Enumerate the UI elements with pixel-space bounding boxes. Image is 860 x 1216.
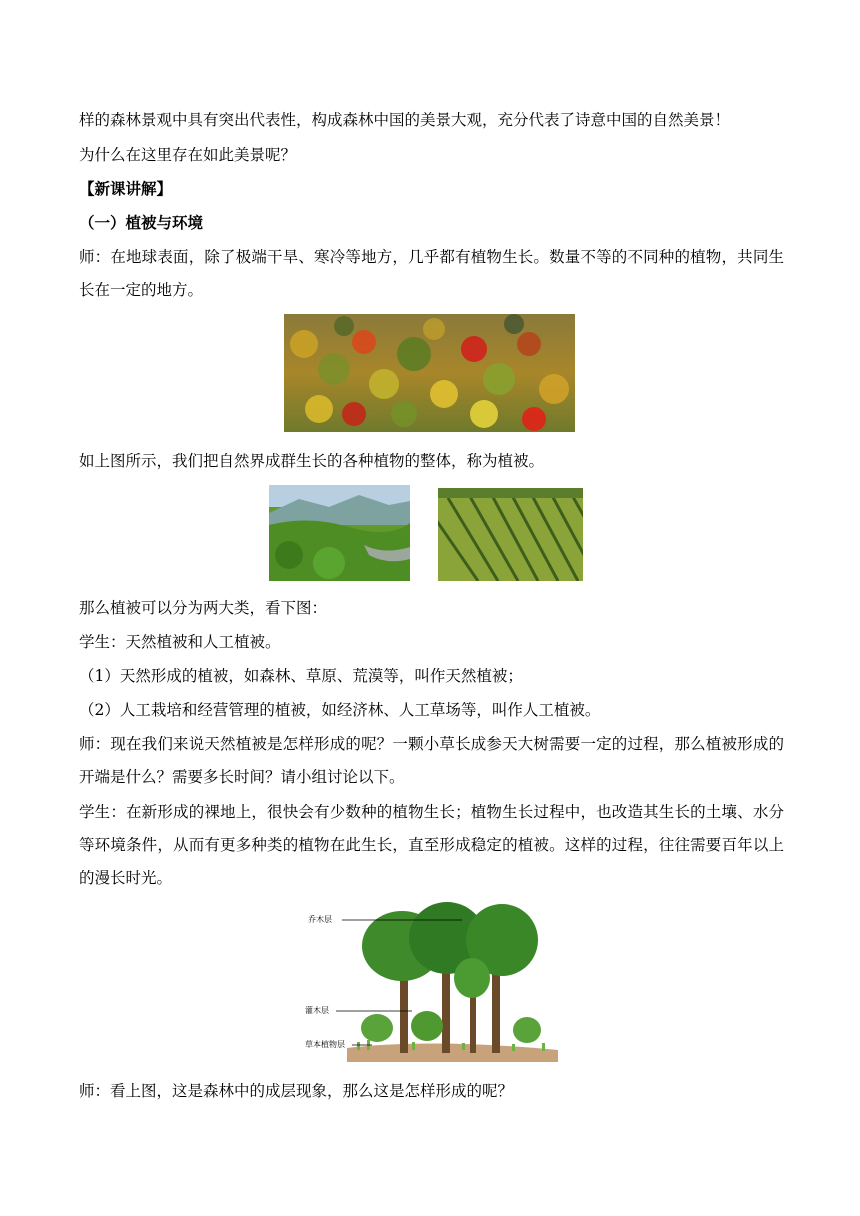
artificial-vegetation-photo xyxy=(438,488,583,581)
label-herb-layer: 草本植物层 xyxy=(305,1040,345,1049)
paragraph-teacher-3: 师：看上图，这是森林中的成层现象，那么这是怎样形成的呢？ xyxy=(79,1082,514,1100)
paragraph-artificial-vegetation: （2）人工栽培和经营管理的植被，如经济林、人工草场等，叫作人工植被。 xyxy=(79,701,601,719)
paragraph-teacher-1: 师：在地球表面，除了极端干旱、寒冷等地方，几乎都有植物生长。数量不等的不同种的植物，共同生长在一定的地方。 xyxy=(79,248,784,299)
paragraph-student-answer-2: 学生：在新形成的裸地上，很快会有少数种的植物生长；植物生长过程中，也改造其生长的土壤、水分等环境条件，从而有更多种类的植物在此生长，直至形成稳定的植被。这样的过程，往往需要百年以上的漫长时光。 xyxy=(79,803,784,887)
paragraph-intro-line1: 样的森林景观中具有突出代表性，构成森林中国的美景大观，充分代表了诗意中国的自然美景！ xyxy=(79,111,731,129)
subheading-vegetation-environment: （一）植被与环境 xyxy=(79,214,204,232)
paragraph-intro-line2: 为什么在这里存在如此美景呢？ xyxy=(79,146,297,164)
paragraph-student-answer-1: 学生：天然植被和人工植被。 xyxy=(79,633,281,651)
forest-layers-diagram xyxy=(302,898,558,1062)
label-tree-layer: 乔木层 xyxy=(308,915,332,924)
natural-vegetation-photo xyxy=(269,485,410,581)
paragraph-vegetation-definition: 如上图所示，我们把自然界成群生长的各种植物的整体，称为植被。 xyxy=(79,452,545,470)
paragraph-teacher-2: 师：现在我们来说天然植被是怎样形成的呢？一颗小草长成参天大树需要一定的过程，那么植被形成的开端是什么？需要多长时间？请小组讨论以下。 xyxy=(79,735,784,786)
label-shrub-layer: 灌木层 xyxy=(305,1006,329,1015)
section-heading: 【新课讲解】 xyxy=(79,180,173,198)
paragraph-natural-vegetation: （1）天然形成的植被，如森林、草原、荒漠等，叫作天然植被； xyxy=(79,667,523,685)
autumn-forest-photo xyxy=(284,314,575,432)
paragraph-two-types: 那么植被可以分为两大类，看下图： xyxy=(79,599,328,617)
